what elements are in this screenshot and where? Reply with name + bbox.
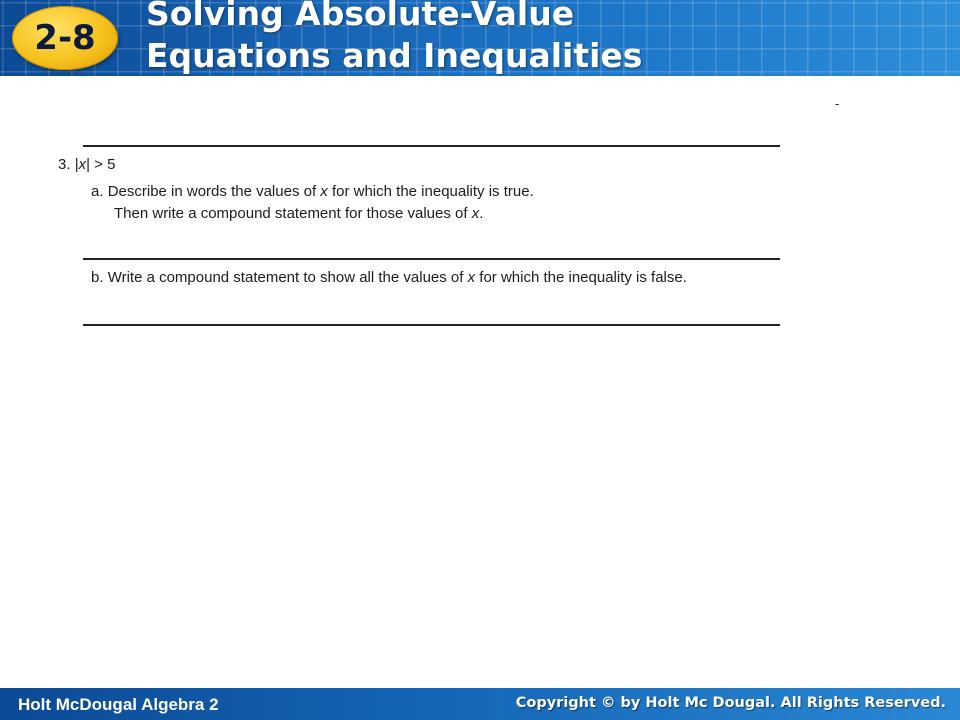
part-a-text-2b: .: [479, 205, 484, 222]
title-line-1: Solving Absolute-Value: [146, 0, 575, 33]
part-b-line: [91, 269, 687, 287]
problem-number: 3.: [58, 156, 71, 173]
part-b-var: x: [467, 269, 476, 286]
answer-line-a: [83, 258, 780, 260]
problem-3: [58, 156, 115, 174]
part-a-var-2: x: [471, 205, 480, 222]
answer-line-b: [83, 324, 780, 326]
part-a-var-1: x: [320, 183, 328, 200]
answer-line-top: [83, 145, 780, 147]
inequality-suffix: | > 5: [86, 156, 116, 173]
part-b-text-b: for which the inequality is false.: [475, 269, 687, 286]
footer-book-title: Holt McDougal Algebra 2: [18, 695, 219, 714]
footer-copyright: Copyright © by Holt Mc Dougal. All Rights Reserved.: [515, 695, 946, 711]
part-b-text-a: Write a compound statement to show all the values of: [107, 269, 468, 286]
footer-bar: [0, 688, 960, 720]
part-a-text-1b: for which the inequality is true.: [327, 183, 534, 200]
part-a-text-2a: Then write a compound statement for those values of: [114, 205, 472, 222]
lesson-number: 2-8: [34, 18, 96, 58]
part-a-line-1: [91, 183, 534, 201]
part-b-label: b.: [91, 269, 104, 286]
header-banner: [0, 0, 960, 76]
stray-mark: -: [835, 96, 840, 111]
lesson-badge: [12, 6, 118, 70]
slide-title: [146, 0, 642, 76]
inequality-variable: x: [78, 156, 87, 173]
title-line-2: Equations and Inequalities: [146, 36, 643, 75]
part-a-label: a.: [91, 183, 104, 200]
inequality-prefix: |: [74, 156, 79, 173]
part-a-line-2: [114, 205, 483, 223]
part-a-text-1a: Describe in words the values of: [107, 183, 321, 200]
